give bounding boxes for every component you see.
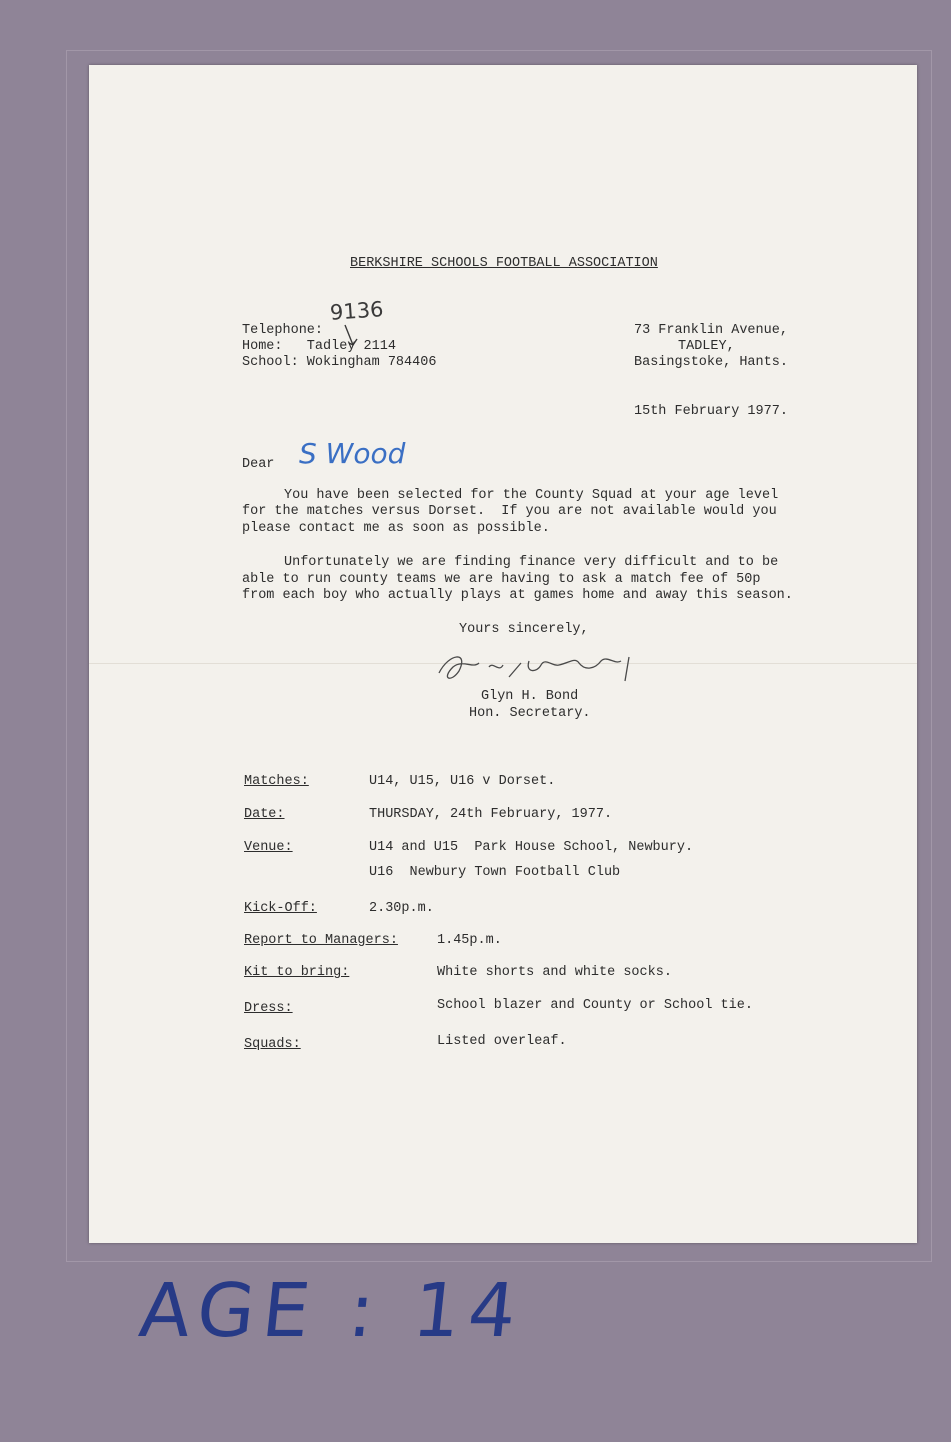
telephone-home: Home: Tadley 2114 bbox=[242, 339, 396, 354]
signature-icon bbox=[429, 643, 659, 691]
venue-value1: U14 and U15 Park House School, Newbury. bbox=[369, 840, 694, 855]
body-para1-line3: please contact me as soon as possible. bbox=[242, 521, 550, 536]
date-value: THURSDAY, 24th February, 1977. bbox=[369, 807, 613, 822]
address-line2: TADLEY, bbox=[678, 339, 735, 354]
address-line3: Basingstoke, Hants. bbox=[634, 355, 788, 370]
album-age-note: AGE : 14 bbox=[135, 1268, 529, 1354]
squads-label: Squads: bbox=[244, 1037, 301, 1052]
venue-value2: U16 Newbury Town Football Club bbox=[369, 865, 621, 880]
kickoff-value: 2.30p.m. bbox=[369, 901, 434, 916]
kit-value: White shorts and white socks. bbox=[437, 965, 672, 980]
report-label: Report to Managers: bbox=[244, 933, 398, 948]
closing-name: Glyn H. Bond bbox=[481, 689, 579, 704]
telephone-school: School: Wokingham 784406 bbox=[242, 355, 437, 370]
letter-sheet bbox=[89, 65, 917, 1243]
address-line1: 73 Franklin Avenue, bbox=[634, 323, 788, 338]
kickoff-label: Kick-Off: bbox=[244, 901, 317, 916]
telephone-label: Telephone: bbox=[242, 323, 324, 338]
body-para1-line2: for the matches versus Dorset. If you are not available would you bbox=[242, 504, 777, 519]
date-label: Date: bbox=[244, 807, 285, 822]
letter-date: 15th February 1977. bbox=[634, 404, 788, 419]
body-para2-line3: from each boy who actually plays at games home and away this season. bbox=[242, 588, 793, 603]
body-para2-line1: Unfortunately we are finding finance very difficult and to be bbox=[284, 555, 779, 570]
body-para2-line2: able to run county teams we are having to ask a match fee of 50p bbox=[242, 572, 761, 587]
kit-label: Kit to bring: bbox=[244, 965, 350, 980]
association-title: BERKSHIRE SCHOOLS FOOTBALL ASSOCIATION bbox=[350, 256, 658, 271]
body-para1-line1: You have been selected for the County Squad at your age level bbox=[284, 488, 779, 503]
squads-value: Listed overleaf. bbox=[437, 1034, 567, 1049]
matches-value: U14, U15, U16 v Dorset. bbox=[369, 774, 556, 789]
salutation-dear: Dear bbox=[242, 457, 275, 472]
venue-label: Venue: bbox=[244, 840, 293, 855]
dress-value: School blazer and County or School tie. bbox=[437, 998, 753, 1013]
closing-role: Hon. Secretary. bbox=[469, 706, 591, 721]
report-value: 1.45p.m. bbox=[437, 933, 502, 948]
closing-yours: Yours sincerely, bbox=[459, 622, 589, 637]
salutation-name: S Wood bbox=[299, 437, 406, 470]
handwritten-phone-correction: 9136 bbox=[329, 297, 385, 325]
dress-label: Dress: bbox=[244, 1001, 293, 1016]
matches-label: Matches: bbox=[244, 774, 309, 789]
